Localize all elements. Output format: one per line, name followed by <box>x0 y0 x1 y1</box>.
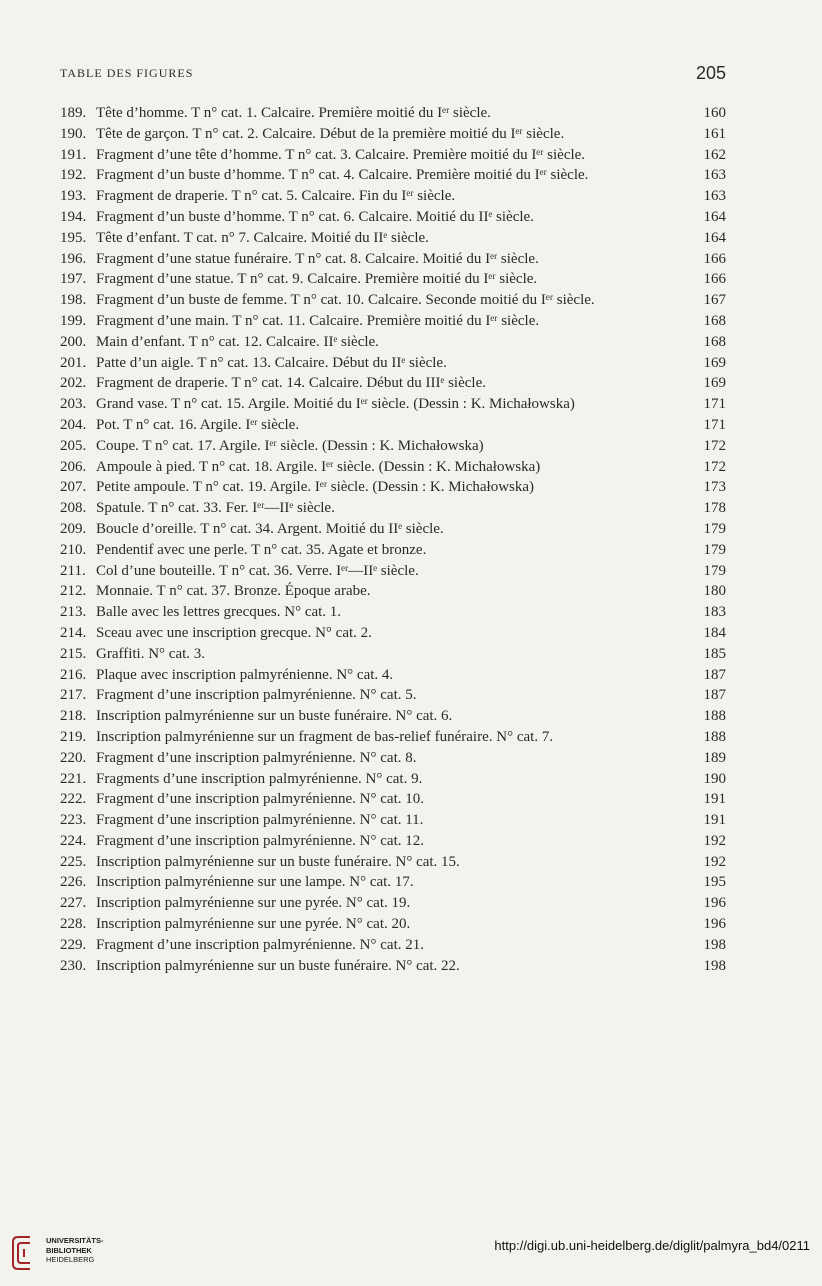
figure-caption: Coupe. T n° cat. 17. Argile. Iᵉʳ siècle. (Dessin : K. Michałowska) <box>96 437 484 454</box>
figure-entry <box>60 290 726 311</box>
figure-entry <box>60 831 726 852</box>
figure-caption: Plaque avec inscription palmyrénienne. N° cat. 4. <box>96 666 394 683</box>
figure-entry <box>60 228 726 249</box>
figure-number: 200. <box>60 333 87 350</box>
figure-caption: Inscription palmyrénienne sur une lampe. N° cat. 17. <box>96 874 414 891</box>
library-name-line1: UNIVERSITÄTS- <box>46 1236 104 1245</box>
figure-number: 194. <box>60 208 87 225</box>
figure-entry <box>60 623 726 644</box>
figure-number: 209. <box>60 520 87 537</box>
figure-caption: Pendentif avec une perle. T n° cat. 35. Agate et bronze. <box>96 541 427 558</box>
figure-entry <box>60 810 726 831</box>
figure-page-ref: 169 <box>703 354 726 371</box>
figure-number: 227. <box>60 895 87 912</box>
figure-entry <box>60 935 726 956</box>
figure-number: 214. <box>60 624 87 641</box>
figure-entry <box>60 727 726 748</box>
figure-entry <box>60 436 726 457</box>
figure-page-ref: 178 <box>703 500 726 517</box>
figure-page-ref: 189 <box>703 749 726 766</box>
figure-page-ref: 179 <box>703 541 726 558</box>
figure-caption: Tête d’enfant. T cat. n° 7. Calcaire. Moitié du IIᵉ siècle. <box>96 229 429 246</box>
figure-entry <box>60 685 726 706</box>
figure-page-ref: 166 <box>703 271 726 288</box>
figure-caption: Fragment de draperie. T n° cat. 5. Calcaire. Fin du Iᵉʳ siècle. <box>96 188 456 205</box>
figure-caption: Inscription palmyrénienne sur un buste funéraire. N° cat. 22. <box>96 957 460 974</box>
figure-page-ref: 166 <box>703 250 726 267</box>
figure-number: 229. <box>60 936 87 953</box>
figure-caption: Fragment d’un buste d’homme. T n° cat. 4. Calcaire. Première moitié du Iᵉʳ siècle. <box>96 167 589 184</box>
figure-page-ref: 184 <box>703 624 726 641</box>
figure-caption: Fragment d’une inscription palmyrénienne. N° cat. 12. <box>96 832 424 849</box>
figure-entry <box>60 373 726 394</box>
figure-page-ref: 198 <box>703 957 726 974</box>
figure-number: 211. <box>60 562 86 579</box>
figure-entry <box>60 602 726 623</box>
figure-entry <box>60 103 726 124</box>
figure-number: 219. <box>60 728 87 745</box>
figure-number: 195. <box>60 229 87 246</box>
figure-caption: Grand vase. T n° cat. 15. Argile. Moitié du Iᵉʳ siècle. (Dessin : K. Michałowska) <box>96 396 575 413</box>
figure-page-ref: 187 <box>703 687 726 704</box>
figure-page-ref: 167 <box>703 292 726 309</box>
figure-number: 215. <box>60 645 87 662</box>
footer <box>0 1230 822 1286</box>
figure-caption: Tête d’homme. T n° cat. 1. Calcaire. Première moitié du Iᵉʳ siècle. <box>96 105 491 121</box>
figure-entry <box>60 498 726 519</box>
figure-entry <box>60 207 726 228</box>
figure-caption: Petite ampoule. T n° cat. 19. Argile. Iᵉʳ siècle. (Dessin : K. Michałowska) <box>96 479 535 496</box>
figure-page-ref: 191 <box>703 812 726 829</box>
figure-caption: Balle avec les lettres grecques. N° cat. 1. <box>96 604 342 621</box>
figure-number: 204. <box>60 416 87 433</box>
figure-page-ref: 164 <box>703 208 726 225</box>
figure-page-ref: 188 <box>703 708 726 725</box>
figure-page-ref: 191 <box>703 791 726 808</box>
figure-page-ref: 169 <box>703 375 726 392</box>
figure-entry <box>60 914 726 935</box>
figure-number: 223. <box>60 812 87 829</box>
figure-entry <box>60 872 726 893</box>
figure-entry <box>60 415 726 436</box>
figure-page-ref: 172 <box>703 458 726 475</box>
figure-caption: Fragment d’une tête d’homme. T n° cat. 3. Calcaire. Première moitié du Iᵉʳ siècle. <box>96 146 586 163</box>
figure-caption: Fragment d’un buste d’homme. T n° cat. 6. Calcaire. Moitié du IIᵉ siècle. <box>96 208 534 225</box>
figure-entry <box>60 124 726 145</box>
figure-entry <box>60 706 726 727</box>
figure-page-ref: 190 <box>703 770 726 787</box>
figure-page-ref: 173 <box>703 479 726 496</box>
figure-page-ref: 164 <box>703 229 726 246</box>
figure-entry <box>60 561 726 582</box>
figure-number: 207. <box>60 479 87 496</box>
figure-page-ref: 163 <box>703 188 726 205</box>
figure-page-ref: 171 <box>703 396 726 413</box>
figure-number: 208. <box>60 500 87 517</box>
figure-caption: Fragment d’une inscription palmyrénienne. N° cat. 11. <box>96 812 424 829</box>
figure-entry <box>60 644 726 665</box>
figure-caption: Graffiti. N° cat. 3. <box>96 645 206 662</box>
page-header <box>60 63 726 87</box>
figure-number: 193. <box>60 188 87 205</box>
figure-number: 230. <box>60 957 87 974</box>
figure-entry <box>60 249 726 270</box>
figure-page-ref: 196 <box>703 916 726 933</box>
figure-number: 224. <box>60 832 87 849</box>
source-url-link[interactable]: http://digi.ub.uni-heidelberg.de/diglit/palmyra_bd4/0211 <box>494 1238 810 1253</box>
figure-number: 198. <box>60 292 87 309</box>
figure-page-ref: 168 <box>703 333 726 350</box>
library-name-line2: BIBLIOTHEK <box>46 1245 92 1255</box>
figure-number: 221. <box>60 770 87 787</box>
figure-page-ref: 172 <box>703 437 726 454</box>
figure-number: 220. <box>60 749 87 766</box>
figure-number: 192. <box>60 167 87 184</box>
figure-page-ref: 187 <box>703 666 726 683</box>
figure-caption: Fragment d’une inscription palmyrénienne. N° cat. 21. <box>96 936 424 953</box>
figure-caption: Fragment d’une statue funéraire. T n° cat. 8. Calcaire. Moitié du Iᵉʳ siècle. <box>96 250 539 267</box>
figure-number: 217. <box>60 687 87 704</box>
figure-entry <box>60 769 726 790</box>
running-title: TABLE DES FIGURES <box>60 66 194 80</box>
figure-page-ref: 179 <box>703 562 726 579</box>
figure-number: 225. <box>60 853 87 870</box>
figure-caption: Main d’enfant. T n° cat. 12. Calcaire. IIᵉ siècle. <box>96 333 379 350</box>
figure-page-ref: 171 <box>703 416 726 433</box>
figure-page-ref: 168 <box>703 312 726 329</box>
figure-caption: Spatule. T n° cat. 33. Fer. Iᵉʳ—IIᵉ siècle. <box>96 500 335 517</box>
figure-entry <box>60 852 726 873</box>
figure-page-ref: 198 <box>703 936 726 953</box>
figure-caption: Fragment d’une inscription palmyrénienne. N° cat. 5. <box>96 687 417 704</box>
figure-caption: Inscription palmyrénienne sur une pyrée. N° cat. 19. <box>96 895 411 912</box>
figure-entry <box>60 311 726 332</box>
figure-page-ref: 192 <box>703 832 726 849</box>
figure-entry <box>60 332 726 353</box>
figure-caption: Tête de garçon. T n° cat. 2. Calcaire. Début de la première moitié du Iᵉʳ siècle. <box>96 125 565 142</box>
figure-number: 197. <box>60 271 87 288</box>
figure-entry <box>60 269 726 290</box>
figure-number: 218. <box>60 708 87 725</box>
figure-entry <box>60 394 726 415</box>
figure-caption: Fragment d’une main. T n° cat. 11. Calcaire. Première moitié du Iᵉʳ siècle. <box>96 312 540 329</box>
figure-caption: Inscription palmyrénienne sur un buste funéraire. N° cat. 15. <box>96 853 460 870</box>
figure-number: 199. <box>60 312 87 329</box>
figure-caption: Pot. T n° cat. 16. Argile. Iᵉʳ siècle. <box>96 416 300 433</box>
figure-entry <box>60 165 726 186</box>
figure-caption: Sceau avec une inscription grecque. N° cat. 2. <box>96 624 372 641</box>
figure-number: 213. <box>60 604 87 621</box>
figure-entry <box>60 581 726 602</box>
figure-number: 222. <box>60 791 87 808</box>
figure-page-ref: 162 <box>703 146 726 163</box>
figure-entry <box>60 893 726 914</box>
figure-number: 205. <box>60 437 87 454</box>
figure-caption: Fragment d’un buste de femme. T n° cat. 10. Calcaire. Seconde moitié du Iᵉʳ siècle. <box>96 292 595 309</box>
figure-page-ref: 183 <box>703 604 726 621</box>
figure-caption: Ampoule à pied. T n° cat. 18. Argile. Iᵉʳ siècle. (Dessin : K. Michałowska) <box>96 458 541 475</box>
figure-caption: Inscription palmyrénienne sur une pyrée. N° cat. 20. <box>96 916 411 933</box>
figure-number: 203. <box>60 396 87 413</box>
figure-page-ref: 188 <box>703 728 726 745</box>
figure-number: 216. <box>60 666 87 683</box>
figure-page-ref: 160 <box>703 105 726 121</box>
figure-page-ref: 185 <box>703 645 726 662</box>
figure-number: 189. <box>60 105 87 121</box>
figure-caption: Fragment de draperie. T n° cat. 14. Calcaire. Début du IIIᵉ siècle. <box>96 375 486 392</box>
figure-number: 196. <box>60 250 87 267</box>
figure-page-ref: 196 <box>703 895 726 912</box>
figure-number: 191. <box>60 146 87 163</box>
figure-caption: Monnaie. T n° cat. 37. Bronze. Époque arabe. <box>96 583 371 600</box>
figure-entry <box>60 665 726 686</box>
figure-number: 228. <box>60 916 87 933</box>
library-name-line3: HEIDELBERG <box>46 1255 95 1264</box>
figure-page-ref: 180 <box>703 583 726 600</box>
figure-entry <box>60 353 726 374</box>
figure-number: 212. <box>60 583 87 600</box>
figure-list <box>60 103 726 976</box>
figure-page-ref: 161 <box>703 125 726 142</box>
library-logo-icon <box>10 1234 32 1272</box>
figure-page-ref: 163 <box>703 167 726 184</box>
figure-number: 210. <box>60 541 87 558</box>
figure-caption: Fragment d’une statue. T n° cat. 9. Calcaire. Première moitié du Iᵉʳ siècle. <box>96 271 538 288</box>
figure-number: 226. <box>60 874 87 891</box>
figure-number: 202. <box>60 375 87 392</box>
figure-entry <box>60 145 726 166</box>
figure-entry <box>60 186 726 207</box>
figure-caption: Inscription palmyrénienne sur un fragment de bas-relief funéraire. N° cat. 7. <box>96 728 554 745</box>
figure-entry <box>60 477 726 498</box>
figure-number: 201. <box>60 354 87 371</box>
figure-page-ref: 195 <box>703 874 726 891</box>
figure-number: 206. <box>60 458 87 475</box>
figure-entry <box>60 457 726 478</box>
figure-page-ref: 179 <box>703 520 726 537</box>
figure-entry <box>60 789 726 810</box>
figure-number: 190. <box>60 125 87 142</box>
figure-entry <box>60 956 726 977</box>
page-number: 205 <box>695 63 726 83</box>
figure-caption: Patte d’un aigle. T n° cat. 13. Calcaire. Début du IIᵉ siècle. <box>96 354 447 371</box>
figure-caption: Fragment d’une inscription palmyrénienne. N° cat. 8. <box>96 749 417 766</box>
figure-entry <box>60 540 726 561</box>
figure-caption: Fragment d’une inscription palmyrénienne. N° cat. 10. <box>96 791 424 808</box>
figure-caption: Inscription palmyrénienne sur un buste funéraire. N° cat. 6. <box>96 708 453 725</box>
figure-caption: Boucle d’oreille. T n° cat. 34. Argent. Moitié du IIᵉ siècle. <box>96 520 444 537</box>
library-name <box>46 1236 104 1265</box>
figure-entry <box>60 748 726 769</box>
figure-entry <box>60 519 726 540</box>
figure-page-ref: 192 <box>703 853 726 870</box>
figure-caption: Fragments d’une inscription palmyrénienne. N° cat. 9. <box>96 770 423 787</box>
figure-caption: Col d’une bouteille. T n° cat. 36. Verre. Iᵉʳ—IIᵉ siècle. <box>96 562 419 579</box>
